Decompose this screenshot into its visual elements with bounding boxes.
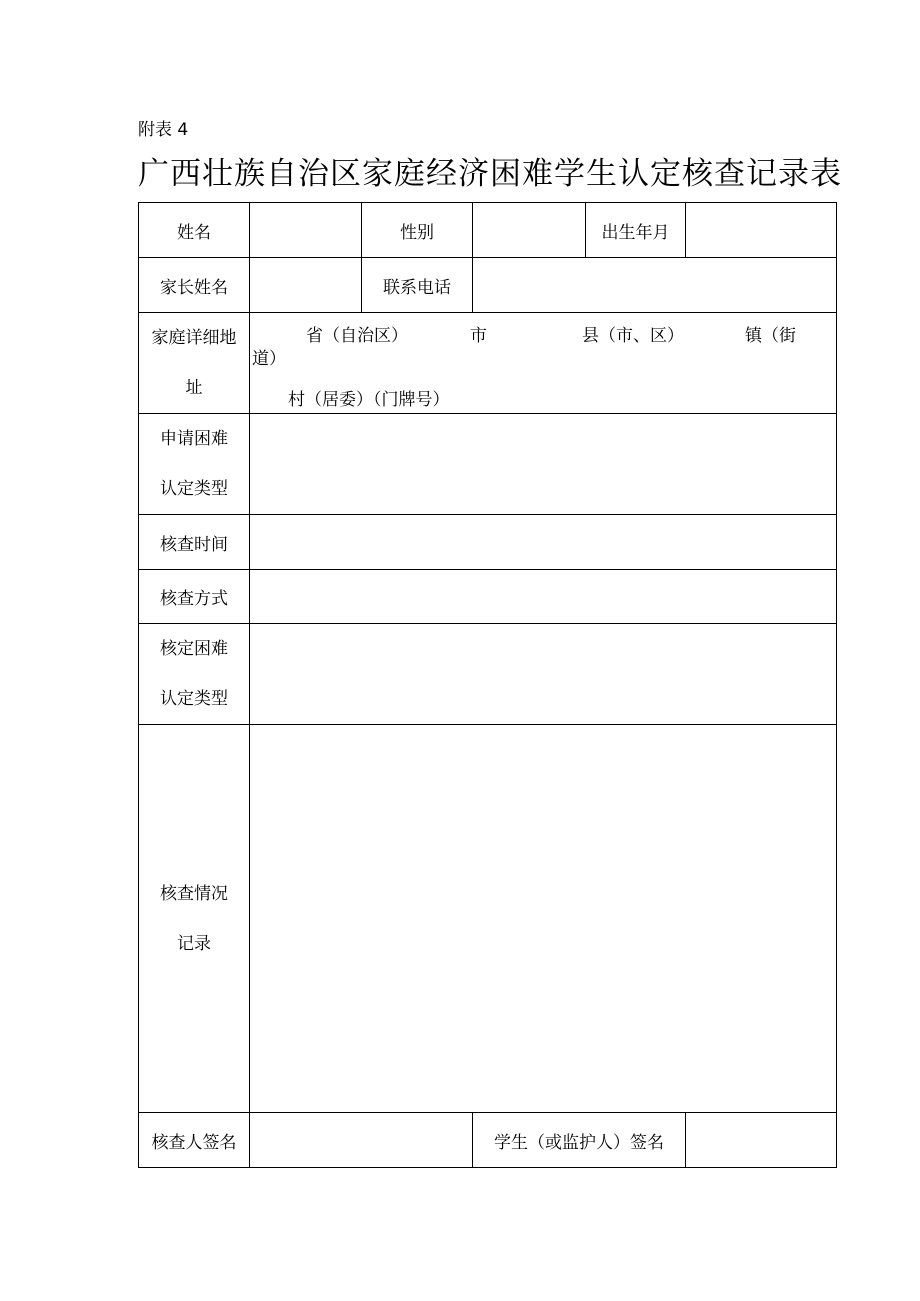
check-time-field[interactable] [250, 515, 837, 570]
check-method-field[interactable] [250, 570, 837, 624]
form-title: 广西壮族自治区家庭经济困难学生认定核查记录表 [138, 156, 842, 192]
confirm-type-label-line1: 核定困难 [160, 639, 228, 659]
gender-field[interactable] [473, 203, 586, 258]
row-check-record [139, 725, 837, 1113]
apply-type-label-line1: 申请困难 [160, 429, 228, 449]
check-record-field[interactable] [250, 725, 837, 1113]
check-record-label [139, 725, 250, 1113]
address-city: 市 [470, 326, 487, 346]
address-province: 省（自治区） [306, 326, 408, 346]
confirm-type-label [139, 624, 250, 725]
checker-sign-label: 核查人签名 [139, 1113, 250, 1168]
phone-label: 联系电话 [362, 258, 473, 313]
row-confirm-type [139, 624, 837, 725]
check-method-label: 核查方式 [139, 570, 250, 624]
address-town: 镇（街 [745, 326, 796, 346]
annex-label: 附表 4 [138, 120, 189, 140]
checker-sign-field[interactable] [250, 1113, 473, 1168]
name-field[interactable] [250, 203, 362, 258]
birth-field[interactable] [686, 203, 837, 258]
check-record-label-line1: 核查情况 [160, 883, 228, 904]
row-parent-info [139, 258, 837, 313]
phone-field[interactable] [473, 258, 837, 313]
verification-form-table [138, 202, 837, 1168]
address-label [139, 313, 250, 414]
row-check-method [139, 570, 837, 624]
row-basic-info [139, 203, 837, 258]
parent-name-label: 家长姓名 [139, 258, 250, 313]
address-village: 村（居委）（门牌号） [288, 390, 450, 410]
row-address [139, 313, 837, 414]
confirm-type-field[interactable] [250, 624, 837, 725]
address-label-line1: 家庭详细地 [151, 328, 237, 348]
confirm-type-label-line2: 认定类型 [160, 689, 228, 709]
apply-type-label-line2: 认定类型 [160, 479, 228, 499]
address-field[interactable] [250, 313, 837, 414]
student-sign-field[interactable] [686, 1113, 837, 1168]
birth-label: 出生年月 [586, 203, 686, 258]
student-sign-label: 学生（或监护人）签名 [473, 1113, 686, 1168]
check-time-label: 核查时间 [139, 515, 250, 570]
check-record-label-line2: 记录 [177, 933, 211, 954]
row-check-time [139, 515, 837, 570]
address-county: 县（市、区） [582, 326, 684, 346]
address-town-cont: 道） [252, 349, 286, 369]
apply-type-label [139, 414, 250, 515]
parent-name-field[interactable] [250, 258, 362, 313]
address-label-line2: 址 [185, 378, 203, 398]
row-signatures [139, 1113, 837, 1168]
name-label: 姓名 [139, 203, 250, 258]
apply-type-field[interactable] [250, 414, 837, 515]
row-apply-type [139, 414, 837, 515]
gender-label: 性别 [362, 203, 473, 258]
